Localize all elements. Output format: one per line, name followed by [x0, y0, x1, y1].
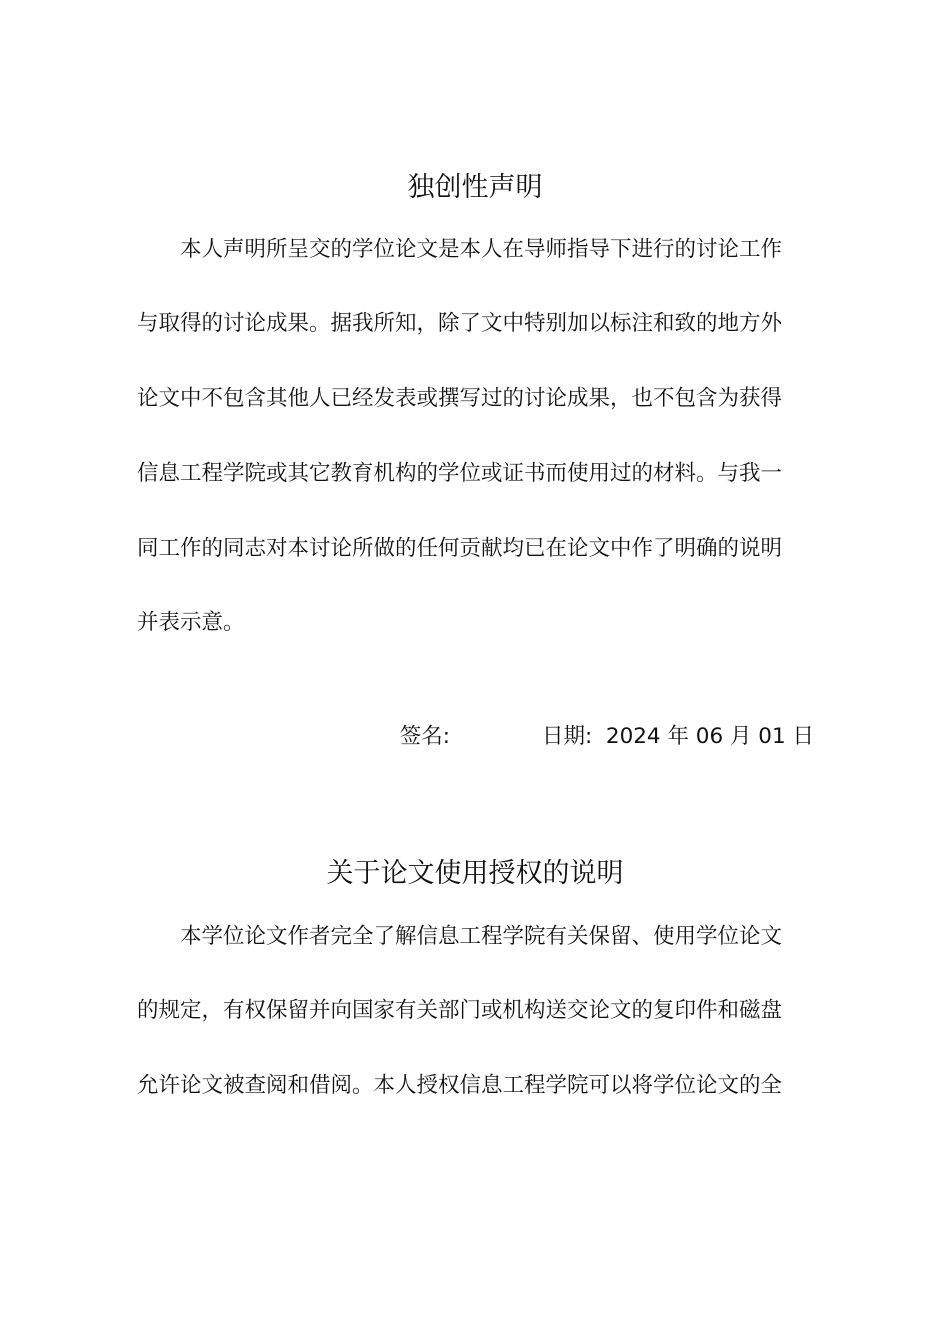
signature-row	[400, 722, 814, 752]
declaration-line-4: 信息工程学院或其它教育机构的学位或证书而使用过的材料。与我一	[137, 461, 783, 486]
declaration-line-3: 论文中不包含其他人已经发表或撰写过的讨论成果，也不包含为获得	[137, 386, 783, 411]
authorization-line-2: 的规定，有权保留并向国家有关部门或机构送交论文的复印件和磁盘	[137, 998, 783, 1023]
authorization-line-3: 允许论文被查阅和借阅。本人授权信息工程学院可以将学位论文的全	[137, 1073, 783, 1098]
declaration-line-5: 同工作的同志对本讨论所做的任何贡献均已在论文中作了明确的说明	[137, 536, 783, 561]
signature-label: 签名:	[399, 724, 450, 749]
declaration-title: 独创性声明	[407, 172, 543, 203]
authorization-title: 关于论文使用授权的说明	[326, 858, 624, 889]
date-value: 2024 年 06 月 01 日	[605, 724, 814, 749]
declaration-line-2: 与取得的讨论成果。据我所知，除了文中特别加以标注和致的地方外	[137, 311, 783, 336]
authorization-line-1: 本学位论文作者完全了解信息工程学院有关保留、使用学位论文	[180, 924, 783, 949]
date-label: 日期:	[541, 724, 593, 749]
declaration-line-1: 本人声明所呈交的学位论文是本人在导师指导下进行的讨论工作	[180, 237, 783, 262]
declaration-line-6: 并表示意。	[137, 610, 245, 635]
